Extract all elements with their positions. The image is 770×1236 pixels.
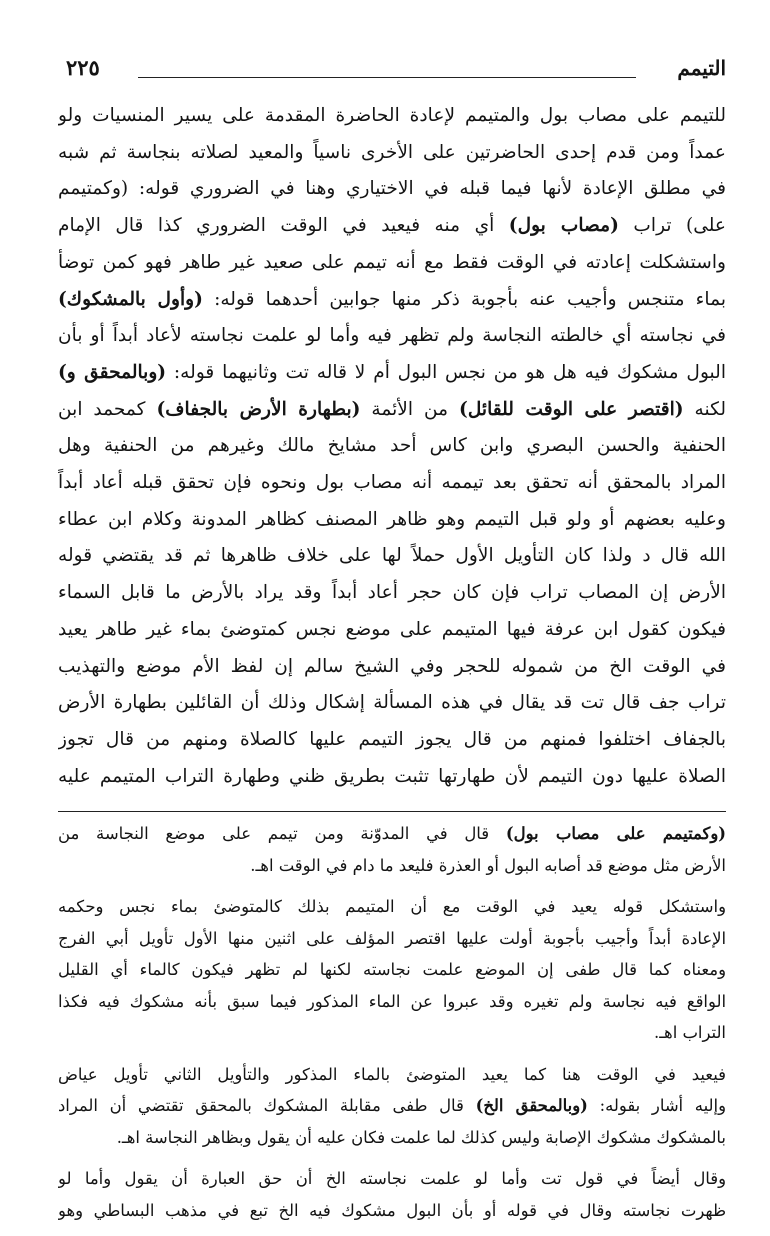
main-line: المراد بالمحقق أنه تحقق بعد تيممه أنه مصاب بول ونحوه فإن تحقق قبله أعاد أبداً xyxy=(58,472,726,494)
main-text xyxy=(58,98,726,795)
main-line: تراب جف قال تت قد يقال في هذه المسألة إشكال وذلك أن القائلين بطهارة الأرض xyxy=(58,692,726,714)
footnote-paragraph xyxy=(58,1059,726,1154)
footnote-paragraph xyxy=(58,1163,726,1226)
footnote-line: الإعادة أبداً وأجيب بأجوبة أولت عليها اقتصر المؤلف على اثنين منها الأول تأويل أبي الفرج xyxy=(58,928,726,948)
main-line: الله قال د ولذا كان التأويل الأول حملاً لها على خلاف ظاهرها ثم قد يقتضي قوله xyxy=(58,545,726,567)
footnote-line: الواقع فيه نجاسة ولم تغيره وقد عبروا عن الماء المذكور فيما سبق بأنه مشكوك فيه فكذا xyxy=(58,991,726,1011)
main-line: واستشكلت إعادته في الوقت فقط مع أنه تيمم على صعيد غير طاهر فهو كمن توضأ xyxy=(58,251,726,273)
running-title: التيمم xyxy=(677,56,726,80)
main-line: في الوقت الخ من شموله للحجر وفي الشيخ سالم إن لفظ الأم موضع والتهذيب xyxy=(58,655,726,677)
footnote-line: (وكمتيمم على مصاب بول) قال في المدوّنة ومن تيمم على موضع النجاسة من xyxy=(58,824,726,844)
main-line: الأرض إن المصاب تراب فإن كان حجر أعاد أبداً وقد يراد بالأرض ما قابل السماء xyxy=(58,582,726,604)
footnote-line: وإليه أشار بقوله: (وبالمحقق الخ) قال طفى مقابلة المشكوك بالمحقق تقتضي أن المراد xyxy=(58,1096,726,1116)
main-line: وعليه بعضهم أو ولو قبل التيمم وهو ظاهر المصنف كظاهر المدونة وكلام ابن عطاء xyxy=(58,508,726,530)
footnote-line: التراب اهـ. xyxy=(654,1023,726,1043)
main-line: فيكون كقول ابن عرفة فيها المتيمم على موضع نجس كمتوضئ بماء غير طاهر يعيد xyxy=(58,618,726,640)
main-line: الحنفية والحسن البصري وابن كاس أحد مشايخ مالك وغيرهم من الحنفية وهل xyxy=(58,435,726,457)
main-line: الصلاة عليها دون التيمم لأن طهارتها تثبت بطريق ظني وطهارة التراب المتيمم عليه xyxy=(58,765,726,787)
main-line: بالجفاف اختلفوا فمنهم من قال يجوز التيمم عليها كالصلاة ومنهم من قال تجوز xyxy=(58,728,726,750)
footnote-paragraph xyxy=(58,891,726,1049)
main-line: عمداً ومن قدم إحدى الحاضرتين على الأخرى ناسياً والمعيد لصلاته بنجاسة ثم شبه xyxy=(58,141,726,163)
footnote-line: وقال أيضاً في قول تت وأما لو علمت نجاسته الخ أن حق العبارة أن يقول وأما لو xyxy=(58,1169,726,1189)
main-line: للتيمم على مصاب بول والمتيمم لإعادة الحاضرة المقدمة على يسير المنسيات ولو xyxy=(58,105,726,126)
footnotes xyxy=(58,818,726,1226)
main-line: في مطلق الإعادة لأنها فيما قبله في الاختياري وهنا في الضروري قوله: (وكمتيمم xyxy=(58,178,726,200)
page-number: ٢٢٥ xyxy=(66,55,100,80)
footnote-separator xyxy=(58,811,726,812)
footnote-line: بالمشكوك مشكوك الإصابة وليس كذلك لما علمت فكان عليه أن يقول وبظاهر النجاسة اهـ. xyxy=(116,1127,726,1147)
main-line: بماء متنجس وأجيب عنه بأجوبة ذكر منها جوابين أحدهما قوله: (وأول بالمشكوك) xyxy=(58,288,726,310)
main-line: في نجاسته أي خالطته النجاسة ولم تظهر فيه وأما لو علمت نجاسته لأعاد أبداً أو بأن xyxy=(58,325,726,347)
footnote-line: الأرض مثل موضع قد أصابه البول أو العذرة فليعد ما دام في الوقت اهـ. xyxy=(250,855,726,875)
footnote-paragraph xyxy=(58,818,726,881)
header-rule xyxy=(138,77,636,78)
footnote-line: ومعناه كما قال طفى إن الموضع علمت نجاسته لكنها لم تظهر فيكون كالماء أي القليل xyxy=(58,960,726,980)
main-line: على) تراب (مصاب بول) أي منه فيعيد في الوقت الضروري كذا قال الإمام xyxy=(58,215,726,237)
main-line: البول مشكوك فيه هل هو من نجس البول أم لا قاله تت وثانيهما قوله: (وبالمحقق و) xyxy=(58,361,726,383)
page-header xyxy=(58,52,726,86)
footnote-line: فيعيد في الوقت هنا كما يعيد المتوضئ بالماء المذكور والتأويل الثاني تأويل عياض xyxy=(58,1064,726,1084)
footnote-line: واستشكل قوله يعيد في الوقت مع أن المتيمم بذلك كالمتوضئ بماء نجس وحكمه xyxy=(58,897,726,917)
main-line: لكنه (اقتصر على الوقت للقائل) من الأئمة (بطهارة الأرض بالجفاف) كمحمد ابن xyxy=(58,398,726,420)
footnote-line: ظهرت نجاسته وقال في قوله أو بأن البول مشكوك فيه الخ تبع في مذهب البساطي وهو xyxy=(58,1200,726,1220)
book-page xyxy=(58,52,726,1236)
